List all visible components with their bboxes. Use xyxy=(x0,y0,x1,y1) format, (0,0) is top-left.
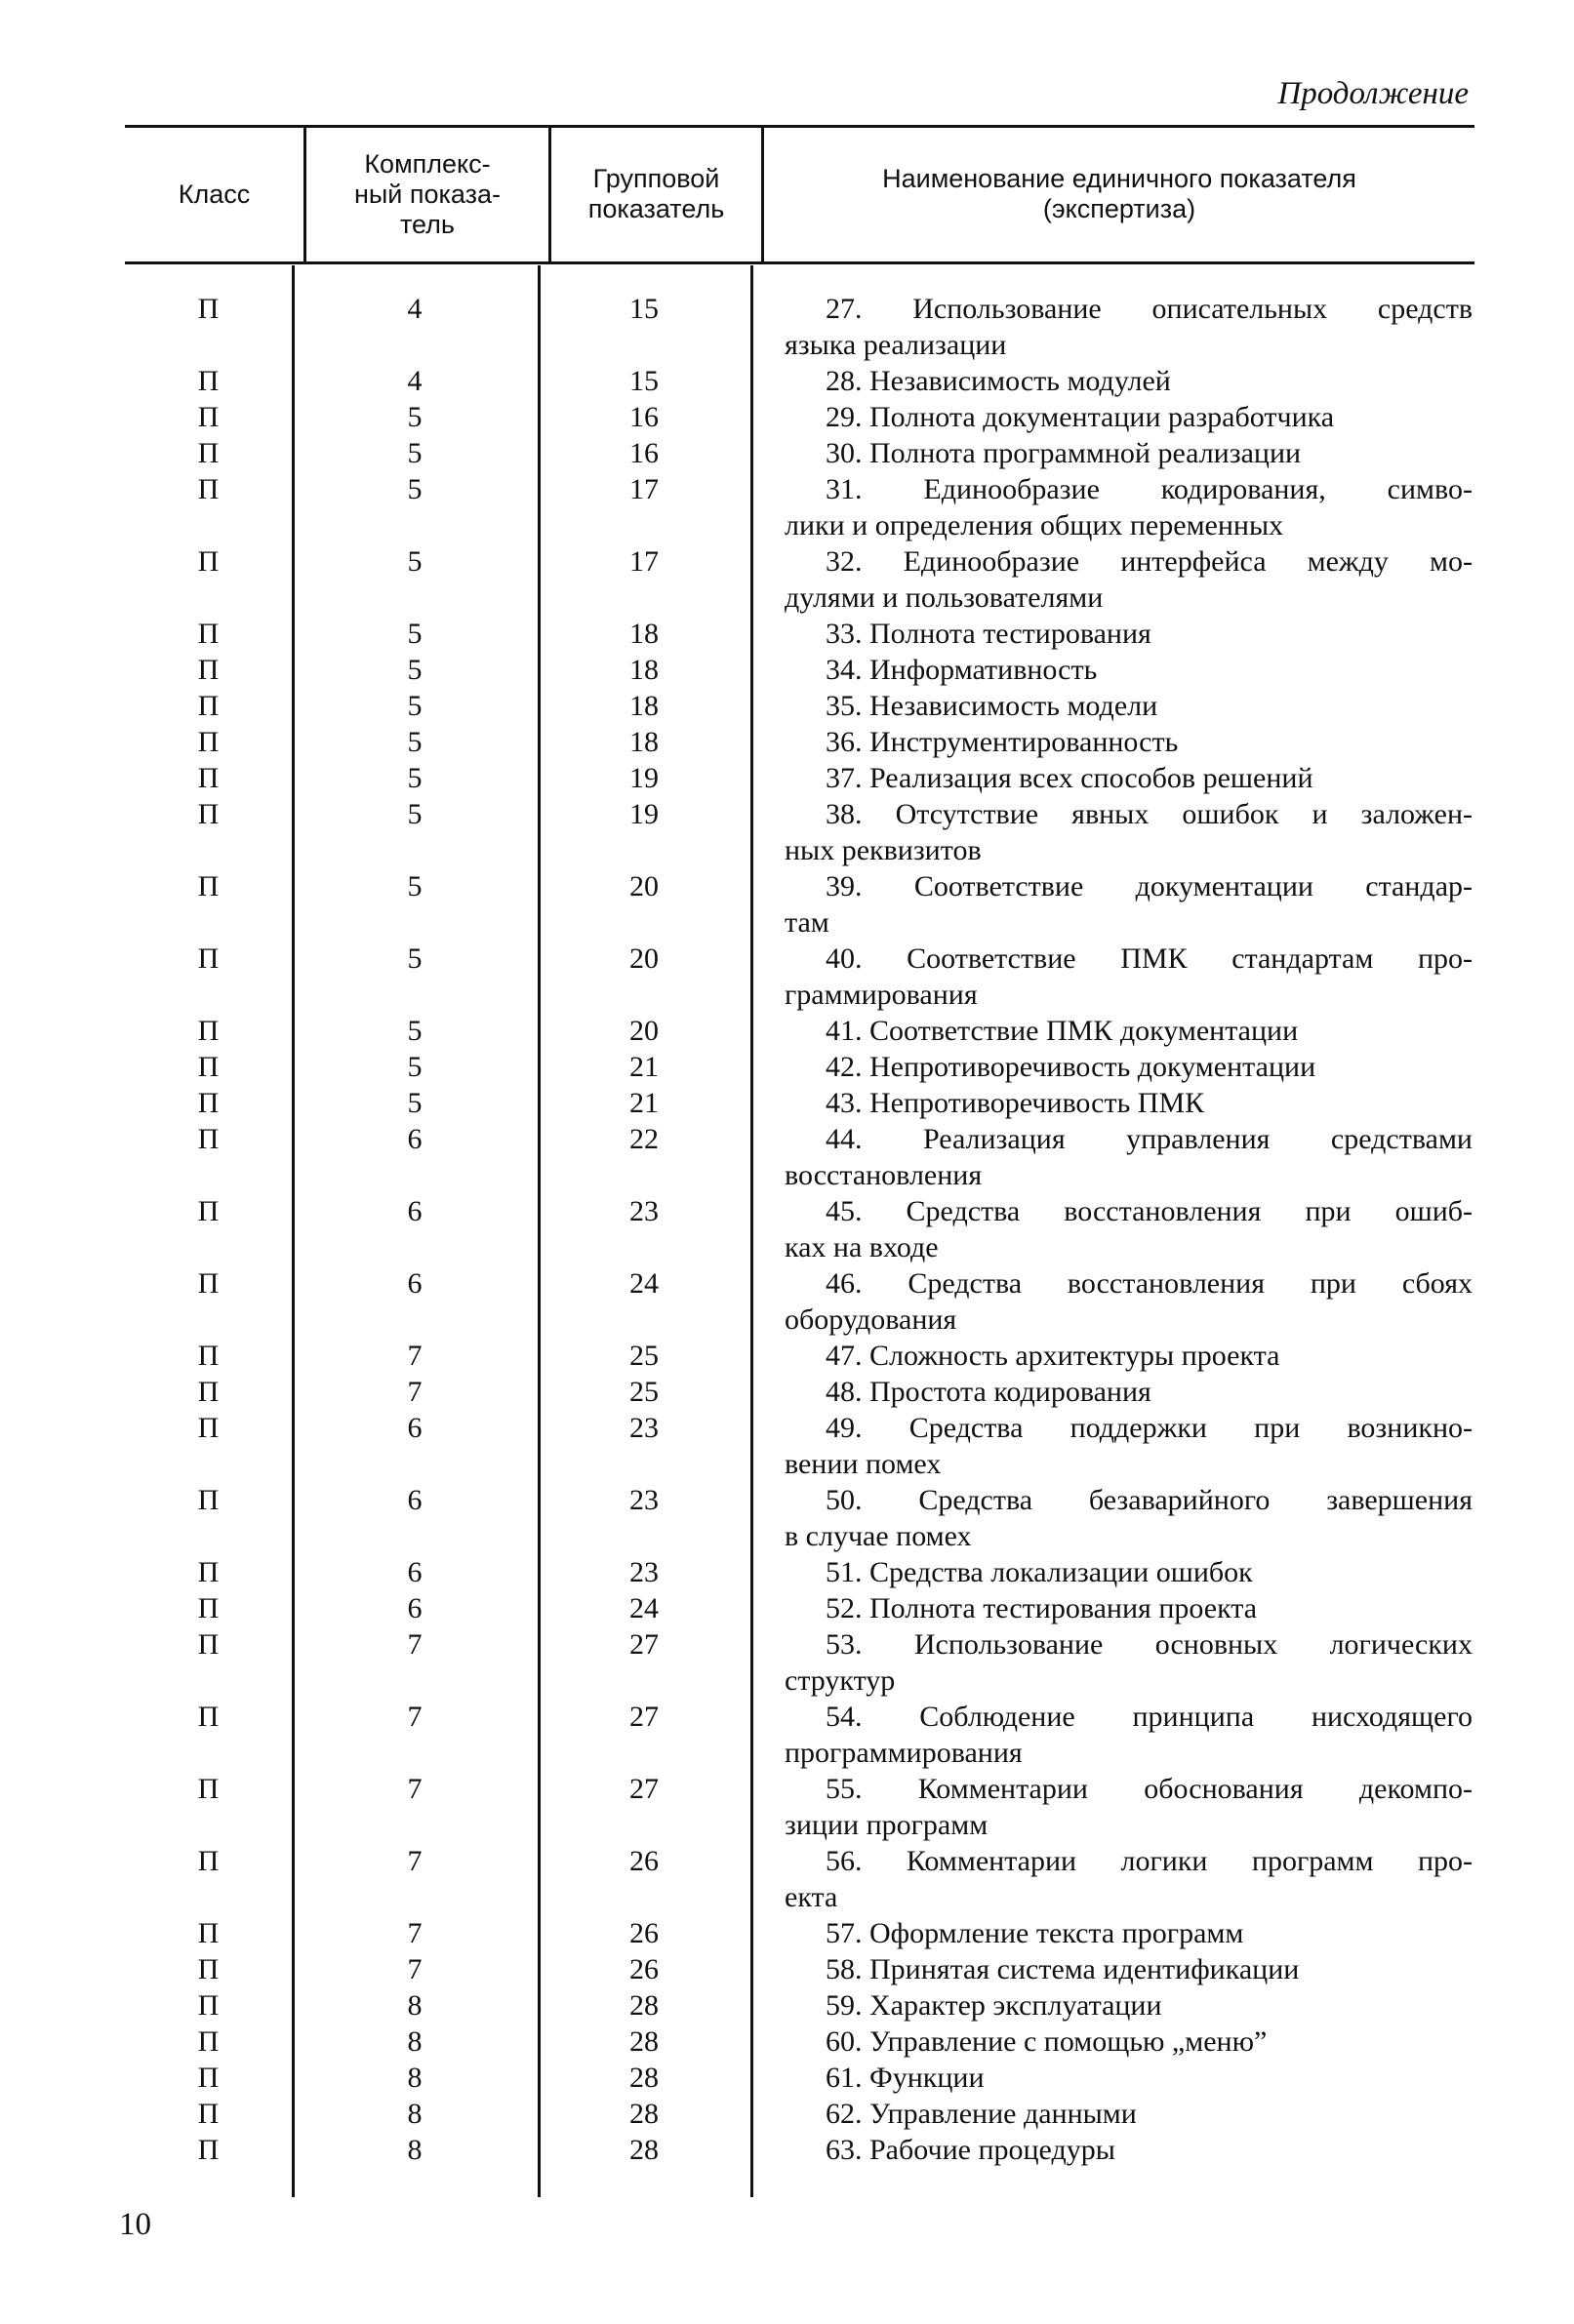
cell-class: П xyxy=(197,1195,220,1227)
cell-class: П xyxy=(197,365,220,397)
table-row xyxy=(125,1121,1474,1193)
table-body xyxy=(125,291,1474,2168)
cell-group: 18 xyxy=(629,654,659,686)
cell-complex: 5 xyxy=(407,870,423,902)
cell-class: П xyxy=(197,1340,220,1372)
indicator-name-line: 41. Соответствие ПМК документации xyxy=(826,1015,1299,1047)
indicator-name-line: 47. Сложность архитектуры проекта xyxy=(826,1340,1280,1372)
cell-group: 25 xyxy=(629,1376,659,1408)
table-row xyxy=(125,2023,1474,2060)
cell-indicator-name xyxy=(750,616,1473,652)
cell-complex: 5 xyxy=(407,942,423,975)
indicator-name-line: 35. Независимость модели xyxy=(826,690,1158,722)
table-row xyxy=(125,2060,1474,2096)
indicator-name-line: 49. Средства поддержки при возникно- xyxy=(826,1412,1473,1444)
cell-complex: 4 xyxy=(407,293,423,325)
cell-indicator-name xyxy=(750,471,1473,543)
cell-class: П xyxy=(197,2134,220,2166)
cell-complex: 7 xyxy=(407,1701,423,1733)
cell-complex: 7 xyxy=(407,1376,423,1408)
cell-group: 16 xyxy=(629,437,659,469)
cell-class: П xyxy=(197,618,220,650)
cell-complex: 7 xyxy=(407,1340,423,1372)
cell-complex: 6 xyxy=(407,1123,423,1155)
cell-class: П xyxy=(197,690,220,722)
cell-complex: 6 xyxy=(407,1412,423,1444)
column-header-text: Групповой показатель xyxy=(587,164,725,223)
cell-complex: 7 xyxy=(407,1845,423,1877)
indicator-name-line: 55. Комментарии обоснования декомпо- xyxy=(826,1773,1473,1805)
table-row xyxy=(125,363,1474,399)
indicator-name-continuation: граммирования xyxy=(785,979,978,1011)
cell-class: П xyxy=(197,1556,220,1588)
cell-indicator-name xyxy=(750,1410,1473,1482)
indicator-name-line: 28. Независимость модулей xyxy=(826,365,1171,397)
cell-complex: 4 xyxy=(407,365,423,397)
indicator-name-line: 30. Полнота программной реализации xyxy=(826,437,1302,469)
cell-indicator-name xyxy=(750,1482,1473,1554)
cell-group: 26 xyxy=(629,1845,659,1877)
table-row xyxy=(125,1951,1474,1987)
cell-indicator-name xyxy=(750,796,1473,868)
cell-indicator-name xyxy=(750,2132,1473,2168)
cell-complex: 8 xyxy=(407,2025,423,2058)
column-header-complex xyxy=(306,127,548,261)
table-header-rule xyxy=(125,261,1474,264)
cell-indicator-name xyxy=(750,1193,1473,1265)
cell-class: П xyxy=(197,1701,220,1733)
indicator-name-continuation: программирования xyxy=(785,1737,1023,1769)
cell-complex: 6 xyxy=(407,1195,423,1227)
cell-indicator-name xyxy=(750,291,1473,363)
page-number: 10 xyxy=(119,2207,151,2242)
cell-class: П xyxy=(197,2062,220,2094)
table-row xyxy=(125,1987,1474,2023)
cell-class: П xyxy=(197,1773,220,1805)
cell-class: П xyxy=(197,437,220,469)
cell-indicator-name xyxy=(750,1951,1473,1987)
indicator-name-line: 62. Управление данными xyxy=(826,2098,1137,2130)
cell-indicator-name xyxy=(750,1915,1473,1951)
cell-group: 27 xyxy=(629,1773,659,1805)
cell-group: 21 xyxy=(629,1051,659,1083)
indicator-name-line: 32. Единообразие интерфейса между мо- xyxy=(826,545,1473,578)
table-row xyxy=(125,1049,1474,1085)
cell-group: 27 xyxy=(629,1701,659,1733)
cell-group: 27 xyxy=(629,1628,659,1661)
table-row xyxy=(125,1590,1474,1626)
table-row xyxy=(125,1626,1474,1699)
table-row xyxy=(125,1771,1474,1843)
cell-class: П xyxy=(197,1267,220,1300)
cell-complex: 5 xyxy=(407,1051,423,1083)
cell-group: 20 xyxy=(629,942,659,975)
table-row xyxy=(125,868,1474,941)
table-row xyxy=(125,796,1474,868)
cell-class: П xyxy=(197,798,220,830)
cell-complex: 5 xyxy=(407,762,423,794)
indicator-name-continuation: екта xyxy=(785,1881,838,1913)
cell-group: 26 xyxy=(629,1917,659,1949)
cell-group: 22 xyxy=(629,1123,659,1155)
cell-group: 21 xyxy=(629,1087,659,1119)
indicator-name-continuation: ках на входе xyxy=(785,1231,939,1263)
table-row xyxy=(125,1410,1474,1482)
table-row xyxy=(125,1013,1474,1049)
cell-indicator-name xyxy=(750,688,1473,724)
table-row xyxy=(125,1843,1474,1915)
cell-indicator-name xyxy=(750,868,1473,941)
cell-complex: 5 xyxy=(407,1015,423,1047)
cell-indicator-name xyxy=(750,363,1473,399)
cell-class: П xyxy=(197,401,220,433)
indicator-name-line: 56. Комментарии логики программ про- xyxy=(826,1845,1473,1877)
cell-class: П xyxy=(197,942,220,975)
cell-class: П xyxy=(197,293,220,325)
cell-complex: 5 xyxy=(407,798,423,830)
cell-complex: 7 xyxy=(407,1917,423,1949)
cell-class: П xyxy=(197,870,220,902)
indicator-name-line: 60. Управление с помощью „меню” xyxy=(826,2025,1268,2058)
cell-group: 24 xyxy=(629,1592,659,1624)
indicator-name-line: 54. Соблюдение принципа нисходящего xyxy=(826,1701,1473,1733)
indicator-name-continuation: дулями и пользователями xyxy=(785,581,1104,614)
table-row xyxy=(125,1193,1474,1265)
table-row xyxy=(125,1265,1474,1338)
indicator-name-line: 61. Функции xyxy=(826,2062,985,2094)
cell-indicator-name xyxy=(750,1699,1473,1771)
indicator-name-line: 43. Непротиворечивость ПМК xyxy=(826,1087,1205,1119)
cell-class: П xyxy=(197,1592,220,1624)
cell-class: П xyxy=(197,762,220,794)
cell-group: 19 xyxy=(629,798,659,830)
cell-group: 23 xyxy=(629,1195,659,1227)
cell-complex: 5 xyxy=(407,618,423,650)
table-row xyxy=(125,1085,1474,1121)
column-header-text: Наименование единичного показателя (экспертиза) xyxy=(882,164,1356,223)
cell-class: П xyxy=(197,1953,220,1985)
cell-group: 28 xyxy=(629,2062,659,2094)
cell-class: П xyxy=(197,1015,220,1047)
table-row xyxy=(125,291,1474,363)
cell-class: П xyxy=(197,545,220,578)
cell-group: 18 xyxy=(629,618,659,650)
cell-group: 16 xyxy=(629,401,659,433)
cell-complex: 6 xyxy=(407,1592,423,1624)
cell-indicator-name xyxy=(750,1554,1473,1590)
cell-indicator-name xyxy=(750,1590,1473,1626)
cell-group: 17 xyxy=(629,473,659,505)
cell-class: П xyxy=(197,1845,220,1877)
table-row xyxy=(125,1374,1474,1410)
indicator-name-line: 48. Простота кодирования xyxy=(826,1376,1151,1408)
indicator-name-line: 59. Характер эксплуатации xyxy=(826,1989,1162,2022)
cell-indicator-name xyxy=(750,1987,1473,2023)
cell-indicator-name xyxy=(750,1121,1473,1193)
cell-group: 15 xyxy=(629,293,659,325)
cell-complex: 6 xyxy=(407,1556,423,1588)
cell-complex: 6 xyxy=(407,1484,423,1516)
indicator-name-line: 44. Реализация управления средствами xyxy=(826,1123,1473,1155)
indicator-name-line: 57. Оформление текста программ xyxy=(826,1917,1244,1949)
indicator-name-continuation: вении помех xyxy=(785,1448,942,1480)
table-row xyxy=(125,1699,1474,1771)
cell-class: П xyxy=(197,1087,220,1119)
cell-indicator-name xyxy=(750,1338,1473,1374)
indicator-name-line: 29. Полнота документации разработчика xyxy=(826,401,1335,433)
cell-group: 20 xyxy=(629,1015,659,1047)
table-row xyxy=(125,616,1474,652)
cell-complex: 5 xyxy=(407,654,423,686)
cell-complex: 5 xyxy=(407,401,423,433)
cell-group: 23 xyxy=(629,1556,659,1588)
cell-group: 28 xyxy=(629,2134,659,2166)
table-row xyxy=(125,1915,1474,1951)
cell-indicator-name xyxy=(750,941,1473,1013)
indicator-name-line: 33. Полнота тестирования xyxy=(826,618,1151,650)
indicator-name-continuation: в случае помех xyxy=(785,1520,972,1552)
cell-indicator-name xyxy=(750,2096,1473,2132)
cell-indicator-name xyxy=(750,724,1473,760)
table-row xyxy=(125,1554,1474,1590)
cell-indicator-name xyxy=(750,2023,1473,2060)
cell-complex: 5 xyxy=(407,473,423,505)
indicator-name-line: 42. Непротиворечивость документации xyxy=(826,1051,1316,1083)
cell-indicator-name xyxy=(750,399,1473,435)
cell-class: П xyxy=(197,1412,220,1444)
cell-group: 18 xyxy=(629,726,659,758)
cell-group: 19 xyxy=(629,762,659,794)
cell-group: 24 xyxy=(629,1267,659,1300)
cell-class: П xyxy=(197,1989,220,2022)
indicator-name-line: 45. Средства восстановления при ошиб- xyxy=(826,1195,1473,1227)
cell-class: П xyxy=(197,1917,220,1949)
indicator-name-continuation: зиции программ xyxy=(785,1809,989,1841)
column-header-text: Класс xyxy=(178,179,251,209)
column-header-name xyxy=(764,127,1474,261)
cell-complex: 5 xyxy=(407,437,423,469)
cell-indicator-name xyxy=(750,760,1473,796)
cell-class: П xyxy=(197,1628,220,1661)
table-row xyxy=(125,652,1474,688)
cell-complex: 5 xyxy=(407,726,423,758)
table-row xyxy=(125,471,1474,543)
indicator-name-line: 50. Средства безаварийного завершения xyxy=(826,1484,1473,1516)
indicator-name-continuation: ных реквизитов xyxy=(785,834,982,866)
cell-class: П xyxy=(197,654,220,686)
table-row xyxy=(125,1338,1474,1374)
indicator-name-continuation: структур xyxy=(785,1664,896,1697)
indicator-name-continuation: лики и определения общих переменных xyxy=(785,509,1284,541)
indicator-name-line: 36. Инструментированность xyxy=(826,726,1179,758)
indicator-name-line: 51. Средства локализации ошибок xyxy=(826,1556,1253,1588)
cell-group: 15 xyxy=(629,365,659,397)
indicator-name-line: 58. Принятая система идентификации xyxy=(826,1953,1300,1985)
column-header-class xyxy=(125,127,303,261)
cell-complex: 8 xyxy=(407,2098,423,2130)
cell-indicator-name xyxy=(750,1013,1473,1049)
cell-group: 28 xyxy=(629,2025,659,2058)
table-row xyxy=(125,941,1474,1013)
cell-indicator-name xyxy=(750,435,1473,471)
cell-complex: 8 xyxy=(407,1989,423,2022)
cell-indicator-name xyxy=(750,2060,1473,2096)
cell-class: П xyxy=(197,1484,220,1516)
cell-group: 23 xyxy=(629,1412,659,1444)
cell-group: 18 xyxy=(629,690,659,722)
cell-indicator-name xyxy=(750,652,1473,688)
cell-complex: 8 xyxy=(407,2134,423,2166)
indicator-name-line: 52. Полнота тестирования проекта xyxy=(826,1592,1258,1624)
cell-complex: 8 xyxy=(407,2062,423,2094)
indicator-name-line: 53. Использование основных логических xyxy=(826,1628,1473,1661)
cell-class: П xyxy=(197,2098,220,2130)
table-row xyxy=(125,688,1474,724)
indicator-name-line: 63. Рабочие процедуры xyxy=(826,2134,1115,2166)
cell-indicator-name xyxy=(750,1265,1473,1338)
cell-group: 17 xyxy=(629,545,659,578)
cell-indicator-name xyxy=(750,1374,1473,1410)
table-row xyxy=(125,724,1474,760)
indicator-name-line: 31. Единообразие кодирования, симво- xyxy=(826,473,1473,505)
cell-class: П xyxy=(197,473,220,505)
table-row xyxy=(125,543,1474,616)
cell-indicator-name xyxy=(750,1049,1473,1085)
cell-complex: 6 xyxy=(407,1267,423,1300)
cell-indicator-name xyxy=(750,1843,1473,1915)
cell-indicator-name xyxy=(750,1085,1473,1121)
cell-complex: 5 xyxy=(407,545,423,578)
cell-complex: 5 xyxy=(407,1087,423,1119)
cell-class: П xyxy=(197,1376,220,1408)
cell-class: П xyxy=(197,2025,220,2058)
cell-class: П xyxy=(197,726,220,758)
cell-class: П xyxy=(197,1123,220,1155)
table-row xyxy=(125,2096,1474,2132)
continuation-label: Продолжение xyxy=(1277,76,1469,111)
indicator-name-continuation: восстановления xyxy=(785,1159,983,1191)
indicator-name-line: 27. Использование описательных средств xyxy=(826,293,1473,325)
indicator-name-line: 38. Отсутствие явных ошибок и заложен- xyxy=(826,798,1473,830)
cell-indicator-name xyxy=(750,543,1473,616)
cell-group: 26 xyxy=(629,1953,659,1985)
cell-complex: 7 xyxy=(407,1953,423,1985)
indicator-name-line: 34. Информативность xyxy=(826,654,1098,686)
indicator-name-line: 46. Средства восстановления при сбоях xyxy=(826,1267,1473,1300)
indicator-name-line: 37. Реализация всех способов решений xyxy=(826,762,1313,794)
cell-group: 20 xyxy=(629,870,659,902)
cell-complex: 7 xyxy=(407,1628,423,1661)
cell-group: 23 xyxy=(629,1484,659,1516)
indicator-name-continuation: оборудования xyxy=(785,1303,957,1336)
table-row xyxy=(125,760,1474,796)
cell-group: 28 xyxy=(629,2098,659,2130)
cell-group: 25 xyxy=(629,1340,659,1372)
table-row xyxy=(125,2132,1474,2168)
cell-class: П xyxy=(197,1051,220,1083)
indicator-name-line: 40. Соответствие ПМК стандартам про- xyxy=(826,942,1473,975)
column-header-text: Комплекс- ный показа- тель xyxy=(353,148,502,239)
indicator-name-continuation: языка реализации xyxy=(785,329,1007,361)
cell-indicator-name xyxy=(750,1626,1473,1699)
indicator-name-continuation: там xyxy=(785,906,829,939)
column-header-group xyxy=(551,127,761,261)
table-row xyxy=(125,435,1474,471)
cell-complex: 7 xyxy=(407,1773,423,1805)
indicator-name-line: 39. Соответствие документации стандар- xyxy=(826,870,1473,902)
table-row xyxy=(125,399,1474,435)
cell-indicator-name xyxy=(750,1771,1473,1843)
cell-group: 28 xyxy=(629,1989,659,2022)
cell-complex: 5 xyxy=(407,690,423,722)
table-row xyxy=(125,1482,1474,1554)
